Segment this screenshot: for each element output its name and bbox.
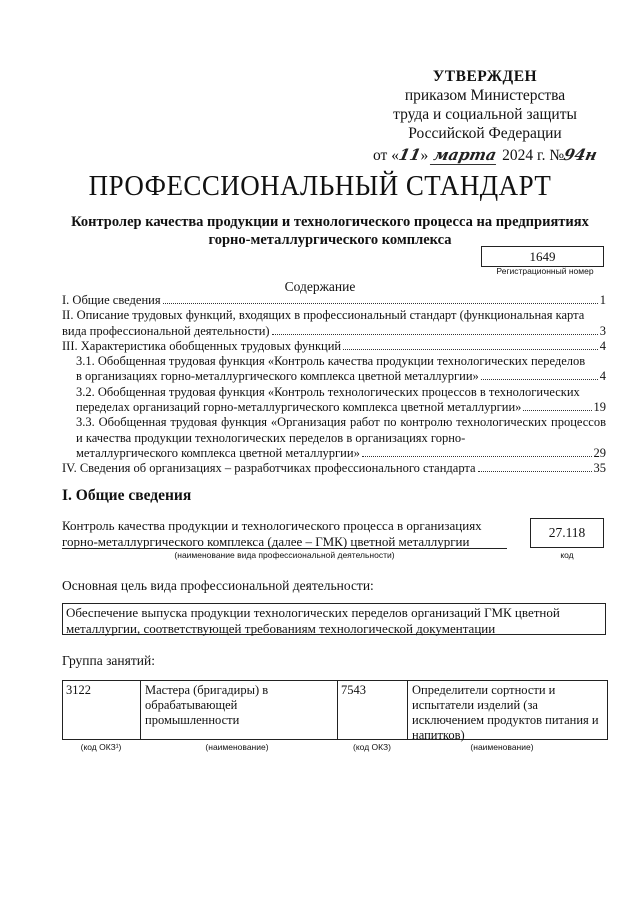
toc-leader bbox=[481, 379, 598, 380]
toc-leader bbox=[362, 456, 592, 457]
toc-item-3-2[interactable] bbox=[62, 385, 606, 416]
activity-code-label: код bbox=[560, 550, 574, 560]
toc-page: 3 bbox=[599, 323, 606, 338]
toc-page: 1 bbox=[599, 293, 606, 307]
date-separator: » bbox=[420, 147, 429, 164]
section-1-heading: I. Общие сведения bbox=[62, 487, 192, 504]
occupation-name-2: Определители сортности и испытатели изделий (за исключением продуктов питания и напитков) bbox=[412, 683, 599, 742]
occupation-table-captions bbox=[62, 742, 608, 756]
toc-page: 19 bbox=[593, 400, 606, 415]
subtitle-line-1: Контролер качества продукции и технологического процесса на предприятиях bbox=[71, 214, 589, 230]
toc-page: 4 bbox=[599, 338, 606, 353]
activity-kind-caption: (наименование вида профессиональной деятельности) bbox=[174, 550, 395, 560]
toc-label: переделах организаций горно-металлургического комплекса цветной металлургии» bbox=[76, 400, 522, 415]
standard-subtitle bbox=[40, 213, 620, 249]
approval-line-1: приказом Министерства bbox=[404, 87, 566, 104]
toc-item-2[interactable] bbox=[62, 308, 606, 339]
toc-label: в организациях горно-металлургического комплекса цветной металлургии» bbox=[76, 369, 479, 384]
caption-name-1: (наименование) bbox=[205, 742, 269, 752]
toc-text: 3.1. Обобщенная трудовая функция «Контроль качества продукции технологических переделов bbox=[76, 354, 586, 369]
approval-line-3: Российской Федерации bbox=[408, 125, 562, 142]
toc-text: 3.3. Обобщенная трудовая функция «Организация работ по контролю технологических процессов и качества продукции технологических переделов в организациях горно- bbox=[76, 415, 606, 445]
toc-text: 3.2. Обобщенная трудовая функция «Контроль технологических процессов в технологических bbox=[76, 384, 580, 399]
toc-label: IV. Сведения об организациях – разработчиках профессионального стандарта bbox=[62, 461, 476, 476]
subtitle-line-2: горно-металлургического комплекса bbox=[208, 232, 452, 248]
handwritten-day: 11 bbox=[396, 145, 423, 164]
occupation-name-1: Мастера (бригадиры) в обрабатывающей промышленности bbox=[141, 681, 338, 739]
toc-text: II. Описание трудовых функций, входящих в профессиональный стандарт (функциональная карта bbox=[62, 308, 585, 323]
caption-name-2: (наименование) bbox=[470, 742, 534, 752]
activity-kind-line-2: горно-металлургического комплекса (далее – ГМК) цветной металлургии bbox=[62, 533, 470, 549]
toc-item-3[interactable] bbox=[62, 339, 606, 354]
goal-box: Обеспечение выпуска продукции технологических переделов организаций ГМК цветной металлургии, соответствующей требованиям технологической документации bbox=[62, 603, 606, 635]
toc-page: 35 bbox=[593, 461, 606, 476]
activity-kind-line-1: Контроль качества продукции и технологического процесса в организациях bbox=[62, 518, 482, 533]
document-title: ПРОФЕССИОНАЛЬНЫЙ СТАНДАРТ bbox=[88, 170, 552, 202]
toc-label: III. Характеристика обобщенных трудовых функций bbox=[62, 338, 342, 353]
date-prefix: от « bbox=[373, 147, 399, 164]
toc-leader bbox=[523, 410, 591, 411]
activity-kind-name bbox=[62, 518, 502, 549]
approval-line-2: труда и социальной защиты bbox=[393, 106, 577, 123]
activity-code-box: 27.118 bbox=[530, 518, 604, 548]
toc-item-4[interactable] bbox=[62, 461, 606, 476]
table-of-contents bbox=[62, 293, 606, 477]
activity-kind-underline bbox=[62, 548, 507, 549]
toc-page: 4 bbox=[599, 369, 606, 384]
toc-label: вида профессиональной деятельности) bbox=[62, 323, 270, 338]
occupation-group-label: Группа занятий: bbox=[62, 653, 155, 668]
toc-label: металлургического комплекса цветной металлургии» bbox=[76, 445, 360, 460]
goal-label: Основная цель вида профессиональной деятельности: bbox=[62, 578, 374, 593]
toc-label: I. Общие сведения bbox=[62, 293, 161, 307]
approval-block bbox=[360, 67, 610, 165]
toc-leader bbox=[163, 303, 598, 304]
occupation-code-1: 3122 bbox=[63, 681, 141, 739]
toc-page: 29 bbox=[593, 445, 606, 460]
handwritten-month: марта bbox=[430, 145, 500, 165]
toc-leader bbox=[272, 334, 598, 335]
approval-title: УТВЕРЖДЕН bbox=[432, 68, 538, 85]
toc-item-3-1[interactable] bbox=[62, 354, 606, 385]
approval-date-line bbox=[360, 145, 610, 165]
registration-number-label: Регистрационный номер bbox=[496, 266, 594, 276]
caption-code-2: (код ОКЗ) bbox=[353, 742, 391, 752]
caption-code-1: (код ОКЗ¹) bbox=[80, 742, 122, 752]
toc-item-1[interactable] bbox=[62, 293, 606, 308]
handwritten-order-number: 94н bbox=[562, 145, 600, 164]
occupation-code-2: 7543 bbox=[338, 681, 408, 739]
date-year: 2024 г. № bbox=[502, 147, 565, 164]
toc-leader bbox=[343, 349, 598, 350]
contents-heading: Содержание bbox=[284, 279, 356, 294]
toc-item-3-3[interactable] bbox=[62, 415, 606, 461]
toc-leader bbox=[478, 471, 592, 472]
registration-number-box: 1649 bbox=[481, 246, 604, 267]
occupation-group-table bbox=[62, 680, 608, 740]
